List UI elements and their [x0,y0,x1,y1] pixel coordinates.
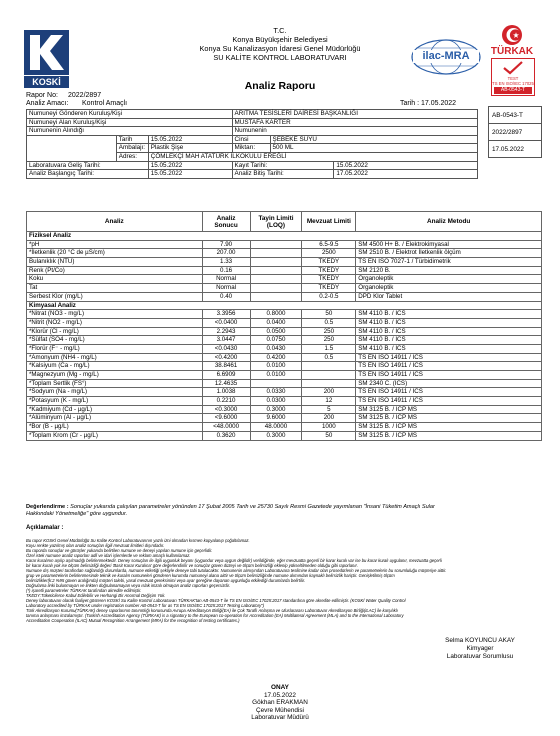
note-line: Laboratory accredited by TÜRKAK under registration number AB-0543-T for as TS EN ISO/IEC 17025:2017 Testing Laboratory") [26,603,265,608]
analysis-result: 0.40 [202,292,250,301]
analysis-loq [250,240,302,249]
notes-list [26,538,542,623]
analysis-result: 38.8461 [202,362,250,371]
analysis-method: Organoleptik [356,284,542,293]
report-title: Analiz Raporu [244,80,316,92]
analysis-loq [250,266,302,275]
analysis-result: 0.3620 [202,431,250,440]
result-row [27,371,542,380]
note-line: Bu rapor KOSKİ Genel Müdürlüğü Su Kalite Kontrol Laboratuvarının yazılı izni olmadan kısmen kopyalanıp çoğaltılamaz. [26,538,250,543]
record-date-label: Kayıt Tarihi: [232,161,334,170]
note-line: Bu raporda sonuçlar ve görüşler yukarıda belirtilen numune ve deneyi yapılan numune için geçerlidir. [26,548,213,553]
start-date-value: 15.05.2022 [148,170,232,179]
evaluation-text-2: Hakkındaki Yönetmeliğe" göre uygundur. [26,510,128,517]
analysis-loq: 48.0000 [250,423,302,432]
note-line: Numune dış müşteri tarafından sağlandığı durumlarda, numune etiketiği şekliyle deneye tabi tutulacaktır. Numunenin alınışından Laboratuvara teslimine kadar olan prosedürlerin ve parametrelerin bu sorumluluğu müşteriye aittir. [26,568,447,573]
analysis-result: 12.4635 [202,379,250,388]
note-line: TKEDY:Tüketicilerce Kabul Edilebilir ve Herhangi Bir Anormal Değişim Yok. [26,593,166,598]
note-line: Accreditation Cooperation (ILAC) Mutual Recognition Arrangement (MRA) for the recognition of testing certificates.) [26,618,240,623]
package-label: Ambalajı: [116,144,148,153]
note-line: tanıma anlaşması imzalamıştır. (Turkish Accreditation Agency (TÜRKAK) is a signatory to the European co-operation for Accreditation (EA) Multilateral Agreement (MLA) and to the International Laboratory [26,613,404,618]
analysis-name: *Bor (B - µg/L) [27,423,203,432]
result-row [27,336,542,345]
ilac-text: ilac-MRA [413,50,479,63]
analysis-limit: TKEDY [302,284,356,293]
koski-logo [24,30,69,88]
analysis-name: *pH [27,240,203,249]
note-line: Koyu renkte yazılmış olan analiz sonuçları ilgili mevzuat limitleri dışındadır. [26,543,165,548]
k-letter-icon [24,30,69,75]
turkak-logo [483,24,541,96]
result-row [27,344,542,353]
amount-label: Miktarı: [232,144,270,153]
analysis-method: SM 4500 H+ B. / Elektrokimyasal [356,240,542,249]
analysis-method: SM 3125 B. / ICP MS [356,423,542,432]
start-date-label: Analiz Başlangıç Tarihi: [27,170,149,179]
signer-mid-title-1: Çevre Mühendisi [256,706,304,714]
analysis-loq [250,284,302,293]
analysis-loq [250,258,302,267]
analysis-name: *İletkenlik (20 °C de µS/cm) [27,249,203,258]
end-date-value: 17.05.2022 [334,170,478,179]
turkak-badge [491,58,535,96]
analysis-name: *Kalsiyum (Ca - mg/L) [27,362,203,371]
analysis-name: Koku [27,275,203,284]
analysis-loq: 0.0500 [250,327,302,336]
note-line: Doğrulama linki bulunmayan ve linkten doğrulanamayan veya ıslak imzalı olmayan analiz raporları geçersizdir. [26,583,231,588]
result-row [27,388,542,397]
analysis-loq: 0.0750 [250,336,302,345]
analysis-result: Normal [202,284,250,293]
result-row [27,275,542,284]
note-line: (*) işaretli parametreler TÜRKAK tarafından akredite edilmiştir. [26,588,142,593]
turkak-code: AB-0543-T [494,87,532,94]
amount-value: 500 ML [270,144,478,153]
note-line: Özel istek numune analiz raporları adli ve idari işlemlerde ve reklam amaçlı kullanılamaz. [26,553,191,558]
analysis-result: 3.0447 [202,336,250,345]
col-result: Analiz Sonucu [202,212,250,232]
signer-right-name: Selma KOYUNCU AKAY [445,637,515,644]
report-no-label: Rapor No: [26,92,58,99]
analysis-limit: 6.5-9.5 [302,240,356,249]
result-row [27,266,542,275]
purpose-label: Analiz Amacı: [26,100,69,107]
analysis-loq [250,292,302,301]
analysis-limit [302,362,356,371]
col-analysis: Analiz [27,212,203,232]
analysis-loq: 0.4200 [250,353,302,362]
analysis-result: Normal [202,275,250,284]
analysis-method: SM 3125 B. / ICP MS [356,431,542,440]
analysis-result: 207.00 [202,249,250,258]
analysis-result: <48.0000 [202,423,250,432]
note-line: Karar kuralının aşılıp aşılmadığı belirlenmektedir. Deney sonuçları ile ilgili uygunluk beyanı (uygundur veya uygun değildir) verildiğinde, eğer mevzuatta geçerli bir karar kuralı var ise bu karar kuralı uygulanır, mevzuatta geçerli [26,558,442,563]
note-line: belirsizlikler(k:2 %95 güven aralığında) müşteri talebi, yasal mevzuat gereksinimi veya uyar gereğine dayanan uygunluğu etkilediği durumlarda belirtilir. [26,578,306,583]
analysis-method: SM 3125 B. / ICP MS [356,414,542,423]
analysis-limit: 12 [302,397,356,406]
koski-logo-text: KOSKİ [24,76,69,88]
ilac-mra-logo [410,38,482,76]
analysis-name: *Nitrit (NO2 - mg/L) [27,318,203,327]
analysis-result: <0.0400 [202,318,250,327]
analysis-method: SM 4110 B. / ICS [356,310,542,319]
analysis-loq: 0.0300 [250,397,302,406]
address-label: Adres: [116,152,148,161]
analysis-limit [302,379,356,388]
sender-value: ARITMA TESİSLERİ DAİRESİ BAŞKANLIĞI [232,110,477,119]
analysis-limit: 5 [302,405,356,414]
analysis-limit: 250 [302,327,356,336]
result-row [27,284,542,293]
analysis-name: *Sülfat (SO4 - mg/L) [27,336,203,345]
analysis-result: 0.2210 [202,397,250,406]
analysis-name: *Sodyum (Na - mg/L) [27,388,203,397]
analysis-result: 2.2943 [202,327,250,336]
analysis-name: *Klorür (Cl - mg/L) [27,327,203,336]
end-date-label: Analiz Bitiş Tarihi: [232,170,334,179]
analysis-method: SM 4110 B. / ICS [356,327,542,336]
analysis-name: *Alüminyum (Al - µg/L) [27,414,203,423]
arrival-date-value: 15.05.2022 [148,161,232,170]
analysis-limit: 0.5 [302,318,356,327]
sample-place-label: Numunenin Alındığı [27,127,233,136]
analysis-limit: 2500 [302,249,356,258]
result-row [27,362,542,371]
signer-right-title-2: Laboratuvar Sorumlusu [446,653,514,660]
analysis-loq: 0.3000 [250,405,302,414]
taker-label: Numuneyi Alan Kuruluş/Kişi [27,118,233,127]
analysis-method: TS EN ISO 14911 / ICS [356,397,542,406]
result-row [27,327,542,336]
note-line: Deney laboratuvarı olarak faaliyet gösteren KOSKİ Su Kalite Kontrol Laboratuvarı TÜRKAK'tan AB-0543-T ile TS EN ISO/IEC 17025:2017 standardına göre akredite edilmiştir. (KOSKİ Water Quality Control [26,598,406,603]
analysis-result: 6.6909 [202,371,250,380]
result-row [27,249,542,258]
address-value: ÇÖMLEKÇİ MAH ATATÜRK İLKOKULU EREĞLİ [148,152,477,161]
analysis-method: SM 4110 B. / ICS [356,344,542,353]
analysis-method: SM 4110 B. / ICS [356,336,542,345]
analysis-loq: 0.0100 [250,362,302,371]
side-code-date: 17.05.2022 [489,141,542,158]
signer-mid-name: Gökhan ERAKMAN [252,699,308,707]
sender-label: Numuneyi Gönderen Kuruluş/Kişi [27,110,233,119]
analysis-method: DPD Klor Tablet [356,292,542,301]
section-title: Kimyasal Analiz [27,301,542,310]
analysis-loq: 9.6000 [250,414,302,423]
note-line: Türk Akreditasyon Kurumu(TÜRKAK) deney raporlarının tanınmlığı konusunda Avrupa Akreditasyon Birliği(EA) ile Çok Taraflı Anlaşma ve Uluslararası Laboratuvar Akreditasyon Birliği(ILAC) ile karşılıklı [26,608,398,613]
analysis-name: *Amonyum (NH4 - mg/L) [27,353,203,362]
header-line-2: Konya Büyükşehir Belediyesi [232,35,328,44]
sample-type-label: Cinsi [232,135,270,144]
analysis-method: SM 2120 B. [356,266,542,275]
analysis-loq: 0.0100 [250,371,302,380]
signer-right-title-1: Kimyager [466,645,494,652]
analysis-loq [250,379,302,388]
arrival-date-label: Laboratuvara Geliş Tarihi: [27,161,149,170]
report-date: Tarih : 17.05.2022 [400,100,457,107]
taker-value: MUSTAFA KARTER [232,118,477,127]
analysis-loq: 0.3000 [250,431,302,440]
analysis-limit: 1000 [302,423,356,432]
crescent-star-icon [500,24,524,46]
analysis-name: Serbest Klor (mg/L) [27,292,203,301]
analysis-result: 1.33 [202,258,250,267]
record-date-value: 15.05.2022 [334,161,478,170]
section-row [27,301,542,310]
analysis-name: *Florür (F⁻ - mg/L) [27,344,203,353]
result-row [27,292,542,301]
analysis-limit: 0.5 [302,353,356,362]
notes-label: Açıklamalar : [26,525,64,531]
result-row [27,379,542,388]
analysis-limit: 50 [302,431,356,440]
analysis-method: TS EN ISO 14911 / ICS [356,388,542,397]
purpose-value: Kontrol Amaçlı [82,100,128,107]
analysis-name: Renk (Pt/Co) [27,266,203,275]
result-row [27,431,542,440]
header-line-4: SU KALİTE KONTROL LABORATUVARI [213,53,347,62]
signature-right [420,637,540,661]
analysis-name: *Nitrat (NO3 - mg/L) [27,310,203,319]
analysis-loq: 0.0430 [250,344,302,353]
analysis-method: TS EN ISO 14911 / ICS [356,362,542,371]
sample-name-label: Numunenin [232,127,477,136]
evaluation-label: Değerlendirme : [26,504,69,510]
side-code-report-no: 2022/2897 [489,124,542,141]
analysis-name: Bulanıklık (NTU) [27,258,203,267]
analysis-method: TS EN ISO 14911 / ICS [356,371,542,380]
signer-mid-title-2: Laboratuvar Müdürü [251,714,309,722]
results-body [27,232,542,441]
analysis-result: 7.90 [202,240,250,249]
sample-date-label: Tarih [116,135,148,144]
col-method: Analiz Metodu [356,212,542,232]
header-line-1: T.C. [273,26,287,35]
check-icon [502,60,524,75]
analysis-name: *Potasyum (K - mg/L) [27,397,203,406]
analysis-limit: TKEDY [302,266,356,275]
analysis-limit [302,371,356,380]
result-row [27,405,542,414]
turkak-text: TÜRKAK [490,46,534,57]
approval-date: 17.05.2022 [264,691,296,699]
analysis-name: *Kadmiyum (Cd - µg/L) [27,405,203,414]
analysis-limit: TKEDY [302,275,356,284]
approval-label: ONAY [271,684,289,691]
analysis-result: <0.3000 [202,405,250,414]
col-limit: Mevzuat Limiti [302,212,356,232]
analysis-method: TS EN ISO 7027-1 / Türbidimetrik [356,258,542,267]
analysis-method: Organoleptik [356,275,542,284]
side-code-accreditation: AB-0543-T [489,107,542,124]
analysis-name: Tat [27,284,203,293]
analysis-method: SM 4110 B. / ICS [356,318,542,327]
sample-info-table [26,109,478,179]
analysis-name: *Toplam Krom (Cr - µg/L) [27,431,203,440]
result-row [27,353,542,362]
analysis-limit: TKEDY [302,258,356,267]
analysis-name: *Magnezyum (Mg - mg/L) [27,371,203,380]
analysis-result: 3.3956 [202,310,250,319]
analysis-method: TS EN ISO 14911 / ICS [356,353,542,362]
evaluation-block [26,504,542,517]
result-row [27,423,542,432]
note-line: grup ve parametrelerin belirlenmesinde teknik ve kuralın numuneleri gönderen kurumda numuneyi alana aittir ve ölçüm belirsizliğinde numune alımından kaynaklı belirsizlik hariçtir. Genişletilmiş ölçüm [26,573,395,578]
result-row [27,310,542,319]
turkak-sub-2: TS EN ISO/IEC 17025 [492,81,534,86]
result-row [27,318,542,327]
results-table [26,211,542,441]
analysis-result: <0.0430 [202,344,250,353]
result-row [27,258,542,267]
report-no-value: 2022/2897 [68,92,102,99]
analysis-limit: 0.2-0.5 [302,292,356,301]
analysis-loq [250,275,302,284]
analysis-loq: 0.0330 [250,388,302,397]
result-row [27,240,542,249]
side-codes [488,106,542,158]
analysis-loq: 0.8000 [250,310,302,319]
analysis-limit: 200 [302,414,356,423]
result-row [27,397,542,406]
col-loq: Tayin Limiti (LOQ) [250,212,302,232]
analysis-loq [250,249,302,258]
analysis-method: SM 3125 B. / ICP MS [356,405,542,414]
analysis-result: <0.4200 [202,353,250,362]
analysis-name: *Toplam Sertlik (FS°) [27,379,203,388]
signature-approval [220,684,340,722]
analysis-limit: 1.5 [302,344,356,353]
package-value: Plastik Şişe [148,144,232,153]
analysis-result: 1.0038 [202,388,250,397]
analysis-result: 0.16 [202,266,250,275]
sample-type-value: ŞEBEKE SUYU [270,135,478,144]
analysis-loq: 0.0400 [250,318,302,327]
note-line: bir karar kuralı yok ise ölçüm belirsizliği değeri 'Basit Karar Kuralına' göre değerlendirilir ve sonuçlar güven düzeyi ve ölçüm belirsizliği eklenip yükseltilmeden olduğu gibi raporlanır. [26,563,358,568]
section-row [27,232,542,241]
result-row [27,414,542,423]
evaluation-text-1: Sonuçlar yukarıda çalışılan parametreler yönünden 17 Şubat 2005 Tarih ve 25730 Sayılı Resmi Gazetede yayımlanan "İnsani Tüketim Amaçlı Sular [70,504,435,510]
analysis-limit: 200 [302,388,356,397]
koski-logo-mark [24,30,69,75]
sample-date-value: 15.05.2022 [148,135,232,144]
analysis-limit: 250 [302,336,356,345]
analysis-result: <9.6000 [202,414,250,423]
analysis-method: SM 2340 C. (ICS) [356,379,542,388]
turkak-sub-1: TEST [507,76,519,81]
header-line-3: Konya Su Kanalizasyon İdaresi Genel Müdürlüğü [199,44,361,53]
analysis-method: SM 2510 B. / Elektrot İletkenlik ölçüm [356,249,542,258]
section-title: Fiziksel Analiz [27,232,542,241]
analysis-limit: 50 [302,310,356,319]
